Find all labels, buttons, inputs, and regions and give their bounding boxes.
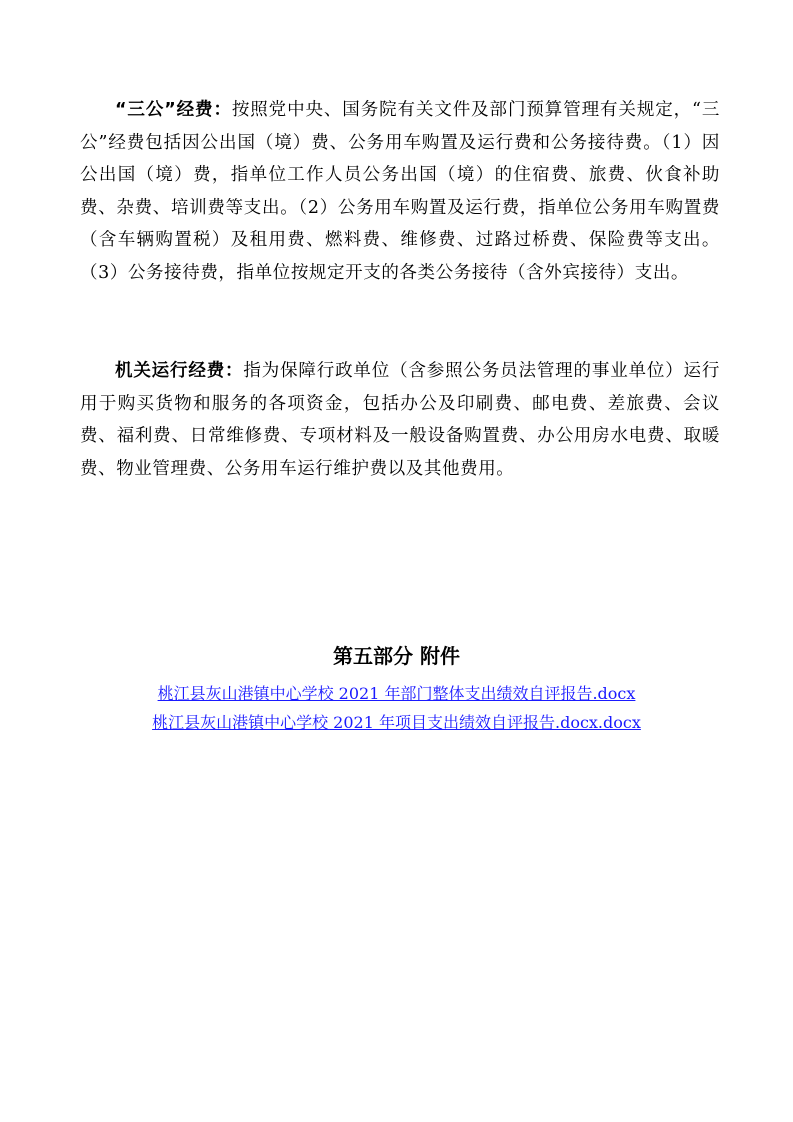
three-public-expenses-paragraph bbox=[80, 94, 720, 290]
attachment-link-project-report[interactable]: 桃江县灰山港镇中心学校 2021 年项目支出绩效自评报告.docx.docx bbox=[152, 713, 641, 732]
three-public-expenses-definition: 按照党中央、国务院有关文件及部门预算管理有关规定，“三公”经费包括因公出国（境）费、公务用车购置及运行费和公务接待费。（1）因公出国（境）费，指单位工作人员公务出国（境）的住宿费、旅费、伙食补助费、杂费、培训费等支出。（2）公务用车购置及运行费，指单位公务用车购置费（含车辆购置税）及租用费、燃料费、维修费、过路过桥费、保险费等支出。（3）公务接待费，指单位按规定开支的各类公务接待（含外宾接待）支出。 bbox=[80, 100, 720, 283]
section-title: 第五部分 附件 bbox=[333, 644, 460, 668]
agency-operating-expenses-term: 机关运行经费： bbox=[115, 361, 244, 381]
agency-operating-expenses-paragraph bbox=[80, 355, 720, 485]
three-public-expenses-term: “三公”经费： bbox=[115, 100, 232, 120]
agency-operating-expenses-definition: 指为保障行政单位（含参照公务员法管理的事业单位）运行用于购买货物和服务的各项资金，包括办公及印刷费、邮电费、差旅费、会议费、福利费、日常维修费、专项材料及一般设备购置费、办公用房水电费、取暖费、物业管理费、公务用车运行维护费以及其他费用。 bbox=[80, 361, 720, 479]
attachment-link-department-report[interactable]: 桃江县灰山港镇中心学校 2021 年部门整体支出绩效自评报告.docx bbox=[157, 684, 636, 703]
